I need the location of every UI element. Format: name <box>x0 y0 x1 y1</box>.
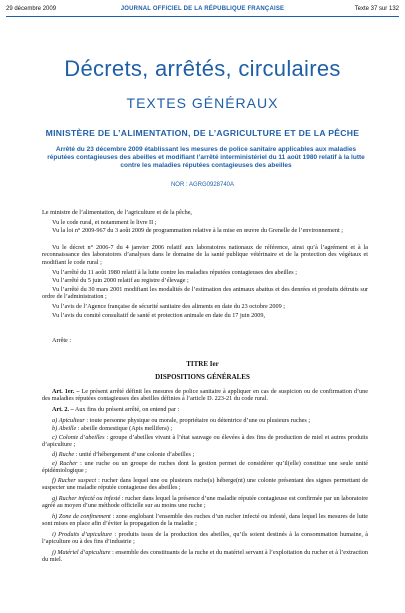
visa-minister: Le ministre de l’alimentation, de l’agriculture et de la pêche, <box>42 209 192 216</box>
definition-item <box>42 549 368 564</box>
definition-letter: j) <box>52 549 56 556</box>
definition-text: : zone englobant l’ensemble des ruches d’un rucher infecté ou infesté, dans lequel les mesures de lutte sont mises en place afin d’éviter la propagation de la maladie ; <box>42 513 368 528</box>
definition-term: Rucher infecté ou infesté <box>58 495 121 502</box>
visa-decret-2006: Vu le décret n° 2006-7 du 4 janvier 2006 relatif aux laboratoires nationaux de référence, ainsi qu’à l’agrément et à la reconnaissance des laboratoires d’analyses dans le domaine de la santé publique vétérinaire et de la protection des végétaux et modifiant le code rural ; <box>42 244 368 266</box>
visa-arrete-2000: Vu l’arrêté du 5 juin 2000 relatif au registre d’élevage ; <box>52 277 189 284</box>
article-1-label: Art. 1er. – <box>52 388 80 395</box>
definition-text: : ensemble des constituants de la ruche et du matériel servant à l’exploitation du rucher et à l’extraction du miel. <box>42 549 369 564</box>
definition-item <box>42 425 368 432</box>
definition-item <box>42 513 368 528</box>
definition-term: Matériel d’apiculture <box>57 549 111 556</box>
definition-letter: h) <box>52 513 58 520</box>
page-header <box>6 6 399 16</box>
definition-letter: b) <box>52 425 58 432</box>
definition-text: : toute personne physique ou morale, propriétaire ou détentrice d’une ou plusieurs ruches ; <box>84 417 311 424</box>
definition-item <box>42 531 368 546</box>
header-text-ref: Texte 37 sur 132 <box>354 6 399 12</box>
visa-loi-grenelle: Vu la loi n° 2009-967 du 3 août 2009 de programmation relative à la mise en œuvre du Grenelle de l’environnement ; <box>52 227 343 234</box>
definition-term: Rucher suspect <box>57 477 97 484</box>
definition-item <box>42 477 368 492</box>
definition-text: : unité d’hébergement d’une colonie d’abeilles ; <box>74 451 195 458</box>
visa-arrete-1980: Vu l’arrêté du 11 août 1980 relatif à la lutte contre les maladies réputées contagieuses des abeilles ; <box>52 269 297 276</box>
definition-item <box>42 451 368 458</box>
arrete-word: Arrête : <box>52 337 72 344</box>
section-subtitle: TEXTES GÉNÉRAUX <box>126 95 279 111</box>
visa-code-rural: Vu le code rural, et notamment le livre II ; <box>52 219 157 226</box>
article-2-text: Aux fins du présent arrêté, on entend par : <box>74 406 180 413</box>
titre-number: TITRE Ier <box>186 360 219 368</box>
definition-text: : rucher dans lequel la présence d’une maladie réputée contagieuse est confirmée par un laboratoire agréé au moyen d’une méthode officielle sur au moins une ruche ; <box>42 495 369 510</box>
visa-avis-afssa: Vu l’avis de l’Agence française de sécurité sanitaire des aliments en date du 23 octobre 2009 ; <box>52 303 285 310</box>
definition-item <box>42 495 368 510</box>
definition-letter: i) <box>52 531 56 538</box>
definition-text: : rucher dans lequel une ou plusieurs ruche(s) héberge(nt) une colonie présentant des signes permettant de suspecter une maladie réputée contagieuse des abeilles ; <box>42 477 369 492</box>
definition-term: Apiculteur <box>58 417 85 424</box>
definition-term: Colonie d’abeilles <box>58 434 105 441</box>
definition-letter: d) <box>52 451 58 458</box>
definition-item <box>42 417 368 424</box>
article-2-label: Art. 2. – <box>52 406 74 413</box>
definition-letter: g) <box>52 495 58 502</box>
visa-avis-comite: Vu l’avis du comité consultatif de santé et protection animale en date du 17 juin 2009, <box>52 312 266 319</box>
visa-arrete-2001: Vu l’arrêté du 30 mars 2001 modifiant les modalités de l’estimation des animaux abattus et des denrées et produits détruits sur ordre de l’administration ; <box>42 286 368 301</box>
definition-term: Ruche <box>58 451 75 458</box>
definition-term: Zone de confinement <box>58 513 111 520</box>
article-1-text: Le présent arrêté définit les mesures de police sanitaire à appliquer en cas de suspicion ou de confirmation d’une des maladies réputées contagieuses des abeilles définies à l’article D. 223-21 du code rural. <box>42 388 368 403</box>
article-2 <box>42 406 368 413</box>
definition-item <box>42 460 368 475</box>
titre-name: DISPOSITIONS GÉNÉRALES <box>155 373 250 381</box>
definition-term: Rucher <box>59 460 78 467</box>
definition-text: : une ruche ou un groupe de ruches dont la gestion permet de considérer qu’il(elle) constitue une seule unité épidémiologique ; <box>42 460 369 475</box>
article-1 <box>42 388 368 403</box>
definition-letter: a) <box>52 417 58 424</box>
definition-text: : groupe d’abeilles vivant à l’état sauvage ou élevées à des fins de production de miel et autres produits d’apiculture ; <box>42 434 368 449</box>
definition-text: : produits issus de la production des abeilles, qu’ils soient destinés à la consommation humaine, à l’apiculture ou à des fins d’industrie ; <box>42 531 368 546</box>
definition-letter: f) <box>52 477 56 484</box>
ministry-heading: MINISTÈRE DE L’ALIMENTATION, DE L’AGRICULTURE ET DE LA PÊCHE <box>45 128 360 138</box>
definition-letter: e) <box>52 460 57 467</box>
header-rule <box>6 16 399 17</box>
definition-item <box>42 434 368 449</box>
definition-term: Produits d’apiculture <box>58 531 112 538</box>
definition-letter: c) <box>52 434 57 441</box>
header-date: 29 décembre 2009 <box>6 6 57 12</box>
definition-term: Abeille <box>58 425 77 432</box>
definition-text: : abeille domestique (Apis mellifera) ; <box>76 425 173 432</box>
header-journal-name: JOURNAL OFFICIEL DE LA RÉPUBLIQUE FRANÇAISE <box>120 6 285 12</box>
nor-reference: NOR : AGRG0928740A <box>170 182 235 188</box>
arrete-title: Arrêté du 23 décembre 2009 établissant les mesures de police sanitaire applicables aux maladies réputées contagieuses des abeilles et modifiant l’arrêté interministériel du 11 août 1980 relatif à la lutte contre les maladies réputées contagieuses des abeilles <box>47 146 365 169</box>
section-title: Décrets, arrêtés, circulaires <box>64 56 341 81</box>
